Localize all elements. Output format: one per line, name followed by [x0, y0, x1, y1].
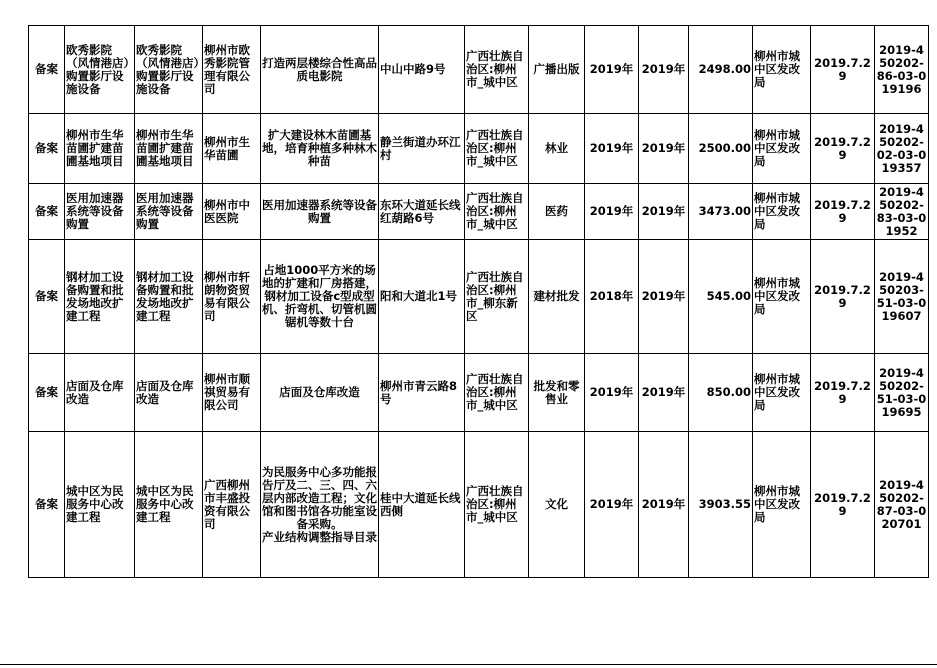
end-year-cell: 2019年 [639, 114, 689, 184]
table-row [29, 354, 929, 432]
investment-cell: 850.00 [689, 354, 753, 432]
region-cell: 广西壮族自治区:柳州市_城中区 [465, 354, 529, 432]
project-name-cell: 欧秀影院（风情港店）购置影厅设施设备 [65, 26, 135, 114]
status-cell: 备案 [29, 432, 65, 578]
authority-cell: 柳州市城中区发改局 [753, 432, 811, 578]
industry-cell: 医药 [529, 184, 585, 240]
project-content-name-cell: 欧秀影院（风情港店）购置影厅设施设备 [135, 26, 203, 114]
investment-cell: 2498.00 [689, 26, 753, 114]
project-name-cell: 医用加速器系统等设备购置 [65, 184, 135, 240]
end-year-cell: 2019年 [639, 184, 689, 240]
location-cell: 阳和大道北1号 [379, 240, 465, 354]
location-cell: 静兰街道办环江村 [379, 114, 465, 184]
investment-cell: 545.00 [689, 240, 753, 354]
industry-cell: 林业 [529, 114, 585, 184]
authority-cell: 柳州市城中区发改局 [753, 240, 811, 354]
date-cell: 2019.7.29 [811, 26, 875, 114]
project-name-cell: 钢材加工设备购置和批发场地改扩建工程 [65, 240, 135, 354]
company-cell: 柳州市生华苗圃 [203, 114, 261, 184]
project-content-name-cell: 店面及仓库改造 [135, 354, 203, 432]
region-cell: 广西壮族自治区:柳州市_城中区 [465, 432, 529, 578]
company-cell: 广西柳州市丰盛投资有限公司 [203, 432, 261, 578]
code-cell: 2019-450202-83-03-01952 [875, 184, 929, 240]
project-name-cell: 城中区为民服务中心改建工程 [65, 432, 135, 578]
date-cell: 2019.7.29 [811, 354, 875, 432]
project-content-name-cell: 医用加速器系统等设备购置 [135, 184, 203, 240]
authority-cell: 柳州市城中区发改局 [753, 26, 811, 114]
start-year-cell: 2019年 [585, 354, 639, 432]
region-cell: 广西壮族自治区:柳州市_城中区 [465, 184, 529, 240]
location-cell: 中山中路9号 [379, 26, 465, 114]
start-year-cell: 2018年 [585, 240, 639, 354]
industry-cell: 建材批发 [529, 240, 585, 354]
project-content-name-cell: 柳州市生华苗圃扩建苗圃基地项目 [135, 114, 203, 184]
start-year-cell: 2019年 [585, 432, 639, 578]
investment-cell: 3903.55 [689, 432, 753, 578]
code-cell: 2019-450202-51-03-019695 [875, 354, 929, 432]
end-year-cell: 2019年 [639, 26, 689, 114]
project-content-name-cell: 钢材加工设备购置和批发场地改扩建工程 [135, 240, 203, 354]
status-cell: 备案 [29, 240, 65, 354]
project-name-cell: 柳州市生华苗圃扩建苗圃基地项目 [65, 114, 135, 184]
date-cell: 2019.7.29 [811, 432, 875, 578]
table-row [29, 432, 929, 578]
scale-cell: 店面及仓库改造 [261, 354, 379, 432]
page-bottom-divider [0, 664, 937, 665]
location-cell: 东环大道延长线红葫路6号 [379, 184, 465, 240]
status-cell: 备案 [29, 114, 65, 184]
company-cell: 柳州市轩朗物资贸易有限公司 [203, 240, 261, 354]
date-cell: 2019.7.29 [811, 240, 875, 354]
end-year-cell: 2019年 [639, 432, 689, 578]
code-cell: 2019-450202-86-03-019196 [875, 26, 929, 114]
scale-cell: 扩大建设林木苗圃基地，培育种植多种林木种苗 [261, 114, 379, 184]
table-row [29, 114, 929, 184]
location-cell: 桂中大道延长线西侧 [379, 432, 465, 578]
status-cell: 备案 [29, 184, 65, 240]
company-cell: 柳州市中医医院 [203, 184, 261, 240]
region-cell: 广西壮族自治区:柳州市_城中区 [465, 114, 529, 184]
project-name-cell: 店面及仓库改造 [65, 354, 135, 432]
status-cell: 备案 [29, 26, 65, 114]
date-cell: 2019.7.29 [811, 114, 875, 184]
table-row [29, 184, 929, 240]
end-year-cell: 2019年 [639, 354, 689, 432]
region-cell: 广西壮族自治区:柳州市_城中区 [465, 26, 529, 114]
authority-cell: 柳州市城中区发改局 [753, 114, 811, 184]
start-year-cell: 2019年 [585, 26, 639, 114]
code-cell: 2019-450202-87-03-020701 [875, 432, 929, 578]
end-year-cell: 2019年 [639, 240, 689, 354]
date-cell: 2019.7.29 [811, 184, 875, 240]
region-cell: 广西壮族自治区:柳州市_柳东新区 [465, 240, 529, 354]
company-cell: 柳州市欧秀影院管理有限公司 [203, 26, 261, 114]
start-year-cell: 2019年 [585, 184, 639, 240]
status-cell: 备案 [29, 354, 65, 432]
scale-cell: 占地1000平方米的场地的扩建和厂房搭建，钢材加工设备c型成型机、折弯机、切管机圆锯机等数十台 [261, 240, 379, 354]
table-row [29, 26, 929, 114]
industry-cell: 广播出版 [529, 26, 585, 114]
table-row [29, 240, 929, 354]
authority-cell: 柳州市城中区发改局 [753, 184, 811, 240]
start-year-cell: 2019年 [585, 114, 639, 184]
location-cell: 柳州市青云路8号 [379, 354, 465, 432]
investment-cell: 3473.00 [689, 184, 753, 240]
scale-cell: 为民服务中心多功能报告厅及二、三、四、六层内部改造工程；文化馆和图书馆各功能室设备采购。 产业结构调整指导目录 [261, 432, 379, 578]
authority-cell: 柳州市城中区发改局 [753, 354, 811, 432]
industry-cell: 文化 [529, 432, 585, 578]
company-cell: 柳州市顺祺贸易有限公司 [203, 354, 261, 432]
investment-cell: 2500.00 [689, 114, 753, 184]
industry-cell: 批发和零售业 [529, 354, 585, 432]
scale-cell: 医用加速器系统等设备购置 [261, 184, 379, 240]
scale-cell: 打造两层楼综合性高品质电影院 [261, 26, 379, 114]
project-content-name-cell: 城中区为民服务中心改建工程 [135, 432, 203, 578]
code-cell: 2019-450203-51-03-019607 [875, 240, 929, 354]
code-cell: 2019-450202-02-03-019357 [875, 114, 929, 184]
project-filing-table [28, 25, 929, 578]
